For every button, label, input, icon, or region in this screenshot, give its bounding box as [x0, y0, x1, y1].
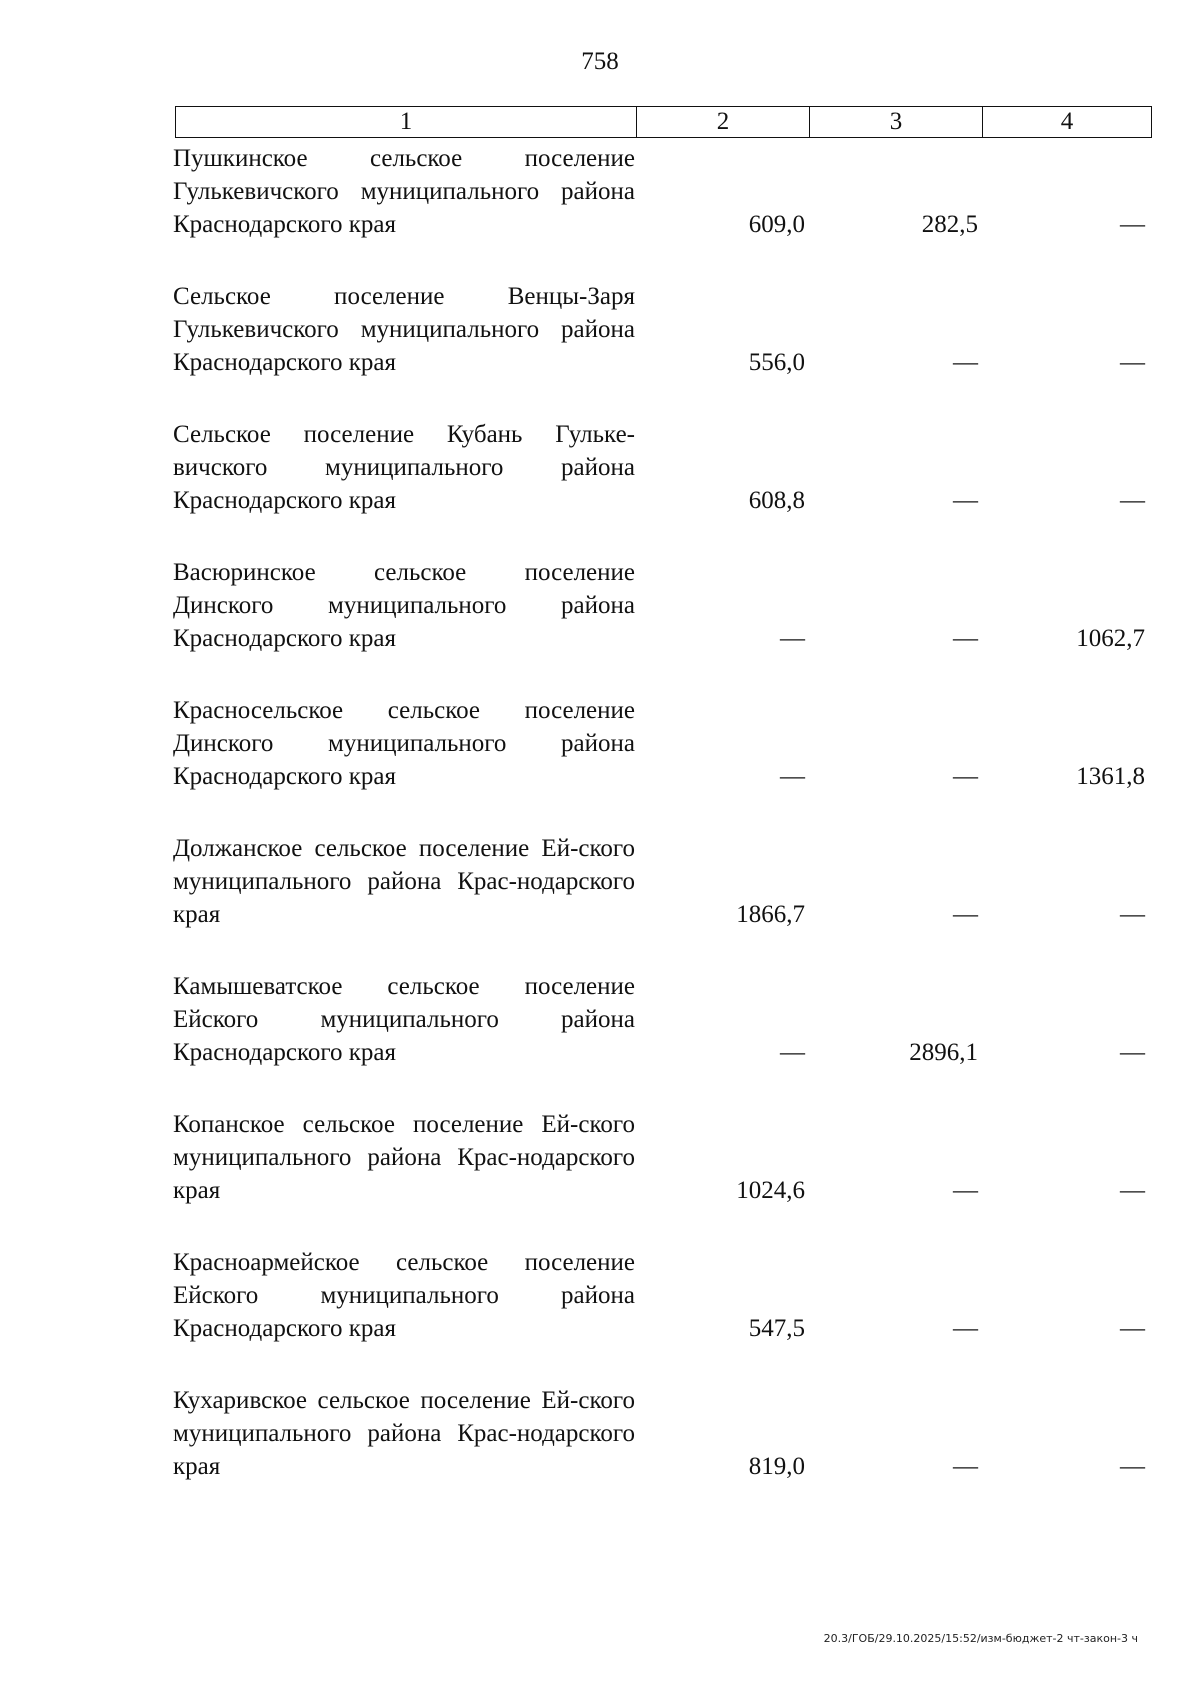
value-col3: —: [953, 625, 978, 652]
table-row: [0, 280, 1200, 418]
value-col4: —: [1120, 487, 1145, 514]
value-col2: 1024,6: [736, 1177, 805, 1204]
value-col4: —: [1120, 1177, 1145, 1204]
column-header-row: [176, 107, 1152, 138]
table-row: [0, 970, 1200, 1108]
table-row: [0, 694, 1200, 832]
value-col3: —: [953, 487, 978, 514]
value-col2: 608,8: [748, 487, 805, 514]
settlement-name: Копанское сельское поселение Ей-ского муниципального района Крас-нодарского края: [173, 1111, 635, 1204]
settlement-name: Должанское сельское поселение Ей-ского муниципального района Крас-нодарского края: [173, 835, 635, 928]
value-col2: —: [780, 625, 805, 652]
value-col2: —: [780, 1039, 805, 1066]
table-row: [0, 142, 1200, 280]
value-col4: —: [1120, 1039, 1145, 1066]
document-footer-code: 20.3/ГОБ/29.10.2025/15:52/изм-бюджет-2 чт-закон-3 ч: [823, 1632, 1138, 1645]
value-col4: —: [1120, 211, 1145, 238]
value-col3: 282,5: [921, 211, 978, 238]
value-col2: 609,0: [748, 211, 805, 238]
value-col3: —: [953, 901, 978, 928]
value-col4: —: [1120, 349, 1145, 376]
settlement-name: Пушкинское сельское поселение Гулькевичского муниципального района Краснодарского края: [173, 145, 635, 238]
value-col3: 2896,1: [909, 1039, 978, 1066]
value-col4: 1062,7: [1076, 625, 1145, 652]
settlement-name: Красноармейское сельское поселение Ейского муниципального района Краснодарского края: [173, 1249, 635, 1342]
settlement-name: Камышеватское сельское поселение Ейского муниципального района Краснодарского края: [173, 973, 635, 1066]
column-header-1: 1: [176, 107, 637, 138]
settlement-name: Сельское поселение Венцы-Заря Гулькевичского муниципального района Краснодарского края: [173, 283, 635, 376]
table-body: [0, 142, 1200, 1522]
settlement-name: Сельское поселение Кубань Гульке-вичского муниципального района Краснодарского края: [173, 421, 635, 514]
column-header-4: 4: [983, 107, 1152, 138]
table-row: [0, 1246, 1200, 1384]
value-col3: —: [953, 763, 978, 790]
value-col2: 1866,7: [736, 901, 805, 928]
table-row: [0, 1108, 1200, 1246]
value-col3: —: [953, 1453, 978, 1480]
settlement-name: Васюринское сельское поселение Динского муниципального района Краснодарского края: [173, 559, 635, 652]
column-header-3: 3: [810, 107, 983, 138]
value-col2: 547,5: [748, 1315, 805, 1342]
value-col2: 819,0: [748, 1453, 805, 1480]
table-row: [0, 832, 1200, 970]
value-col3: —: [953, 1315, 978, 1342]
value-col2: —: [780, 763, 805, 790]
table-row: [0, 556, 1200, 694]
value-col4: —: [1120, 1315, 1145, 1342]
value-col4: 1361,8: [1076, 763, 1145, 790]
value-col3: —: [953, 1177, 978, 1204]
value-col3: —: [953, 349, 978, 376]
value-col4: —: [1120, 1453, 1145, 1480]
value-col4: —: [1120, 901, 1145, 928]
table-row: [0, 418, 1200, 556]
settlement-name: Красносельское сельское поселение Динского муниципального района Краснодарского края: [173, 697, 635, 790]
column-header-2: 2: [637, 107, 810, 138]
table-row: [0, 1384, 1200, 1522]
settlement-name: Кухаривское сельское поселение Ей-ского муниципального района Крас-нодарского края: [173, 1387, 635, 1480]
page-number: 758: [581, 48, 619, 75]
value-col2: 556,0: [748, 349, 805, 376]
column-header-table: [175, 106, 1152, 138]
